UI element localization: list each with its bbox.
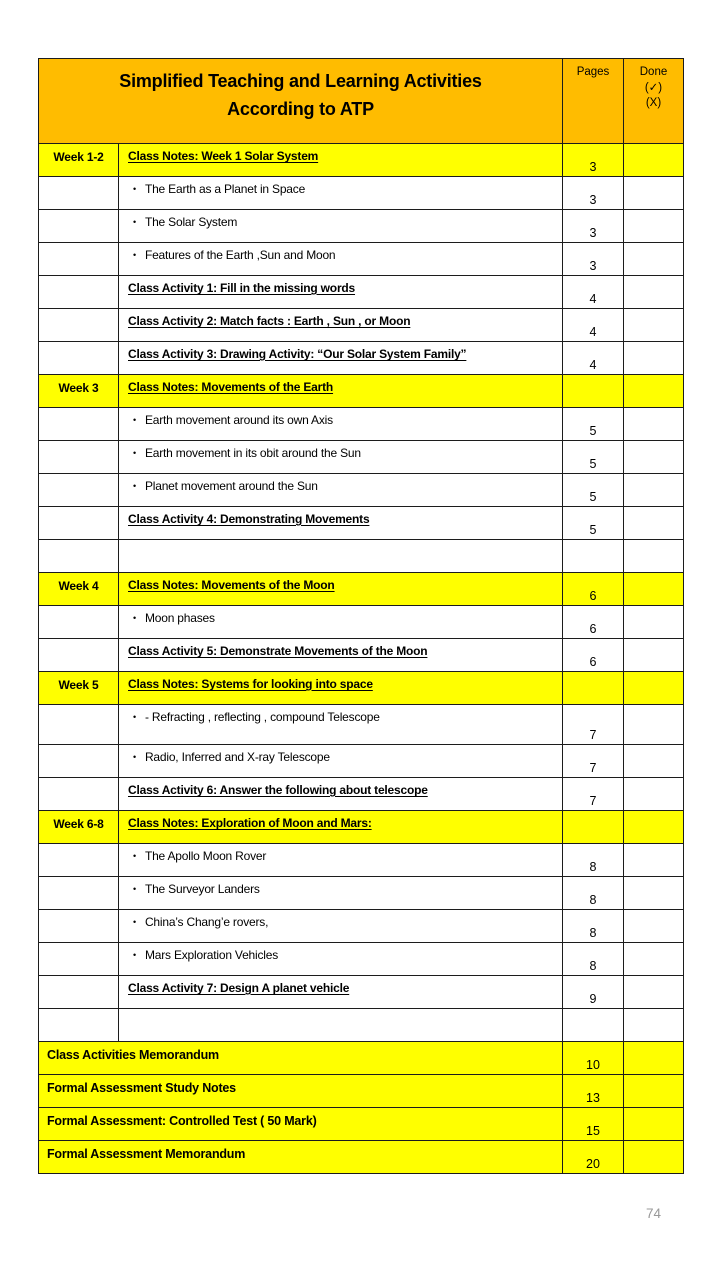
- table-row: [39, 540, 684, 573]
- content-cell: [119, 639, 563, 672]
- done-cell: [624, 705, 684, 745]
- done-cell: [624, 910, 684, 943]
- bullet-icon: •: [133, 752, 136, 762]
- class-activity-text: Class Activity 3: Drawing Activity: “Our Solar System Family”: [128, 347, 467, 361]
- pages-cell: 3: [563, 177, 624, 210]
- done-cell: [624, 844, 684, 877]
- pages-cell: 8: [563, 844, 624, 877]
- content-cell: [119, 606, 563, 639]
- table-row: [39, 943, 684, 976]
- content-cell: [119, 309, 563, 342]
- table-row: [39, 342, 684, 375]
- week-cell: [39, 778, 119, 811]
- table-row: [39, 976, 684, 1009]
- week-cell: Week 6-8: [39, 811, 119, 844]
- content-cell: [119, 144, 563, 177]
- pages-cell: 8: [563, 877, 624, 910]
- table-row: [39, 1141, 684, 1174]
- pages-cell: 4: [563, 276, 624, 309]
- bullet-item-text: Planet movement around the Sun: [144, 479, 318, 493]
- pages-column-header: [563, 59, 624, 144]
- content-cell: Formal Assessment Study Notes: [39, 1075, 563, 1108]
- week-cell: [39, 844, 119, 877]
- class-notes-text: Class Notes: Movements of the Moon: [128, 578, 335, 592]
- done-cell: [624, 144, 684, 177]
- table-row: [39, 910, 684, 943]
- pages-cell: [563, 811, 624, 844]
- week-cell: [39, 309, 119, 342]
- title-line-1: Simplified Teaching and Learning Activities: [119, 71, 482, 91]
- pages-cell: [563, 672, 624, 705]
- table-row: [39, 1108, 684, 1141]
- pages-cell: 6: [563, 606, 624, 639]
- done-cell: [624, 540, 684, 573]
- week-cell: Week 5: [39, 672, 119, 705]
- class-notes-text: Class Notes: Week 1 Solar System: [128, 149, 319, 163]
- pages-cell: 5: [563, 441, 624, 474]
- done-cell: [624, 1141, 684, 1174]
- pages-cell: 7: [563, 705, 624, 745]
- pages-cell: 7: [563, 778, 624, 811]
- content-cell: [119, 441, 563, 474]
- table-row: [39, 705, 684, 745]
- content-cell: [119, 778, 563, 811]
- done-cell: [624, 976, 684, 1009]
- table-row: [39, 573, 684, 606]
- week-cell: Week 1-2: [39, 144, 119, 177]
- pages-cell: 6: [563, 639, 624, 672]
- table-row: [39, 408, 684, 441]
- table-row: [39, 639, 684, 672]
- done-cell: [624, 177, 684, 210]
- table-row: [39, 507, 684, 540]
- week-cell: [39, 976, 119, 1009]
- content-cell: [119, 243, 563, 276]
- bullet-icon: •: [133, 481, 136, 491]
- done-cell: [624, 943, 684, 976]
- table-row: [39, 474, 684, 507]
- table-row: [39, 877, 684, 910]
- class-activity-text: Class Activity 4: Demonstrating Movements: [128, 512, 370, 526]
- week-cell: [39, 745, 119, 778]
- content-cell: [119, 672, 563, 705]
- done-column-header: [624, 59, 684, 144]
- pages-cell: 4: [563, 342, 624, 375]
- week-cell: Week 4: [39, 573, 119, 606]
- done-cell: [624, 309, 684, 342]
- pages-cell: 4: [563, 309, 624, 342]
- bullet-item-text: Earth movement in its obit around the Sun: [144, 446, 361, 460]
- week-cell: [39, 243, 119, 276]
- pages-cell: 20: [563, 1141, 624, 1174]
- done-cell: [624, 877, 684, 910]
- pages-cell: 8: [563, 943, 624, 976]
- content-cell: [119, 540, 563, 573]
- bullet-icon: •: [133, 217, 136, 227]
- pages-cell: 10: [563, 1042, 624, 1075]
- done-cell: [624, 276, 684, 309]
- week-cell: [39, 210, 119, 243]
- done-cell: [624, 375, 684, 408]
- class-activity-text: Class Activity 7: Design A planet vehicle: [128, 981, 350, 995]
- content-cell: [119, 573, 563, 606]
- done-cell: [624, 1009, 684, 1042]
- week-cell: [39, 540, 119, 573]
- week-cell: Week 3: [39, 375, 119, 408]
- week-cell: [39, 1009, 119, 1042]
- table-row: [39, 811, 684, 844]
- done-cell: [624, 441, 684, 474]
- done-cell: [624, 1108, 684, 1141]
- pages-cell: [563, 1009, 624, 1042]
- done-cell: [624, 474, 684, 507]
- bullet-item-text: Earth movement around its own Axis: [144, 413, 333, 427]
- pages-cell: 7: [563, 745, 624, 778]
- content-cell: [119, 342, 563, 375]
- content-cell: [119, 910, 563, 943]
- done-cell: [624, 507, 684, 540]
- table-row: [39, 1042, 684, 1075]
- done-cell: [624, 210, 684, 243]
- activities-table: [38, 58, 684, 1174]
- table-body: [39, 144, 684, 1174]
- table-row: [39, 441, 684, 474]
- content-cell: Formal Assessment: Controlled Test ( 50 Mark): [39, 1108, 563, 1141]
- done-cell: [624, 811, 684, 844]
- content-cell: [119, 375, 563, 408]
- bullet-icon: •: [133, 613, 136, 623]
- bullet-icon: •: [133, 250, 136, 260]
- done-header-label: Done: [639, 66, 668, 78]
- done-cell: [624, 1042, 684, 1075]
- table-row: [39, 844, 684, 877]
- title-line-2: According to ATP: [227, 98, 374, 119]
- done-cell: [624, 639, 684, 672]
- table-row: [39, 144, 684, 177]
- done-cell: [624, 243, 684, 276]
- bullet-icon: •: [133, 415, 136, 425]
- done-cell: [624, 778, 684, 811]
- week-cell: [39, 441, 119, 474]
- class-activity-text: Class Activity 5: Demonstrate Movements of the Moon: [128, 644, 428, 658]
- content-cell: Formal Assessment Memorandum: [39, 1141, 563, 1174]
- content-cell: [119, 474, 563, 507]
- class-notes-text: Class Notes: Movements of the Earth: [128, 380, 334, 394]
- pages-cell: 3: [563, 210, 624, 243]
- done-cell: [624, 342, 684, 375]
- pages-cell: 5: [563, 408, 624, 441]
- bullet-item-text: The Solar System: [144, 215, 238, 229]
- content-cell: [119, 276, 563, 309]
- week-cell: [39, 342, 119, 375]
- page-number: 74: [646, 1206, 662, 1221]
- bullet-item-text: Radio, Inferred and X-ray Telescope: [144, 750, 330, 764]
- week-cell: [39, 639, 119, 672]
- week-cell: [39, 877, 119, 910]
- table-row: [39, 1009, 684, 1042]
- content-cell: [119, 408, 563, 441]
- pages-cell: 5: [563, 507, 624, 540]
- content-cell: [119, 705, 563, 745]
- bullet-icon: •: [133, 184, 136, 194]
- week-cell: [39, 943, 119, 976]
- bullet-item-text: The Surveyor Landers: [144, 882, 260, 896]
- bullet-item-text: - Refracting , reflecting , compound Telescope: [144, 710, 380, 724]
- content-cell: [119, 177, 563, 210]
- done-cell: [624, 672, 684, 705]
- table-row: [39, 778, 684, 811]
- week-cell: [39, 507, 119, 540]
- bullet-item-text: Mars Exploration Vehicles: [144, 948, 279, 962]
- content-cell: Class Activities Memorandum: [39, 1042, 563, 1075]
- bullet-icon: •: [133, 950, 136, 960]
- pages-cell: 3: [563, 243, 624, 276]
- bullet-item-text: The Apollo Moon Rover: [144, 849, 267, 863]
- pages-cell: 6: [563, 573, 624, 606]
- pages-cell: 3: [563, 144, 624, 177]
- table-row: [39, 243, 684, 276]
- table-row: [39, 210, 684, 243]
- done-cell: [624, 408, 684, 441]
- class-notes-text: Class Notes: Exploration of Moon and Mars:: [128, 816, 372, 830]
- bullet-item-text: Moon phases: [144, 611, 215, 625]
- bullet-item-text: The Earth as a Planet in Space: [144, 182, 306, 196]
- table-row: [39, 309, 684, 342]
- table-header-row: [39, 59, 684, 144]
- bullet-icon: •: [133, 712, 136, 722]
- table-row: [39, 375, 684, 408]
- done-cell: [624, 1075, 684, 1108]
- content-cell: [119, 976, 563, 1009]
- table-row: [39, 1075, 684, 1108]
- pages-cell: 9: [563, 976, 624, 1009]
- bullet-icon: •: [133, 917, 136, 927]
- class-activity-text: Class Activity 1: Fill in the missing words: [128, 281, 356, 295]
- done-cell: [624, 745, 684, 778]
- week-cell: [39, 177, 119, 210]
- bullet-item-text: Features of the Earth ,Sun and Moon: [144, 248, 336, 262]
- content-cell: [119, 943, 563, 976]
- content-cell: [119, 844, 563, 877]
- class-notes-text: Class Notes: Systems for looking into space: [128, 677, 373, 691]
- class-activity-text: Class Activity 6: Answer the following about telescope: [128, 783, 428, 797]
- table-row: [39, 745, 684, 778]
- content-cell: [119, 210, 563, 243]
- table-row: [39, 276, 684, 309]
- pages-cell: 5: [563, 474, 624, 507]
- done-cell: [624, 606, 684, 639]
- week-cell: [39, 474, 119, 507]
- content-cell: [119, 877, 563, 910]
- table-row: [39, 606, 684, 639]
- bullet-icon: •: [133, 884, 136, 894]
- pages-cell: [563, 375, 624, 408]
- bullet-item-text: China’s Chang’e rovers,: [144, 915, 269, 929]
- bullet-icon: •: [133, 851, 136, 861]
- week-cell: [39, 705, 119, 745]
- week-cell: [39, 910, 119, 943]
- class-activity-text: Class Activity 2: Match facts : Earth , Sun , or Moon: [128, 314, 411, 328]
- content-cell: [119, 507, 563, 540]
- table-row: [39, 672, 684, 705]
- pages-cell: 8: [563, 910, 624, 943]
- x-icon: (X): [645, 97, 662, 110]
- check-icon: (✓): [644, 81, 663, 94]
- done-cell: [624, 573, 684, 606]
- pages-cell: [563, 540, 624, 573]
- content-cell: [119, 1009, 563, 1042]
- week-cell: [39, 276, 119, 309]
- week-cell: [39, 606, 119, 639]
- content-cell: [119, 745, 563, 778]
- bullet-icon: •: [133, 448, 136, 458]
- table-title: [39, 59, 563, 144]
- pages-cell: 15: [563, 1108, 624, 1141]
- content-cell: [119, 811, 563, 844]
- pages-cell: 13: [563, 1075, 624, 1108]
- pages-header-label: Pages: [576, 66, 610, 78]
- table-row: [39, 177, 684, 210]
- week-cell: [39, 408, 119, 441]
